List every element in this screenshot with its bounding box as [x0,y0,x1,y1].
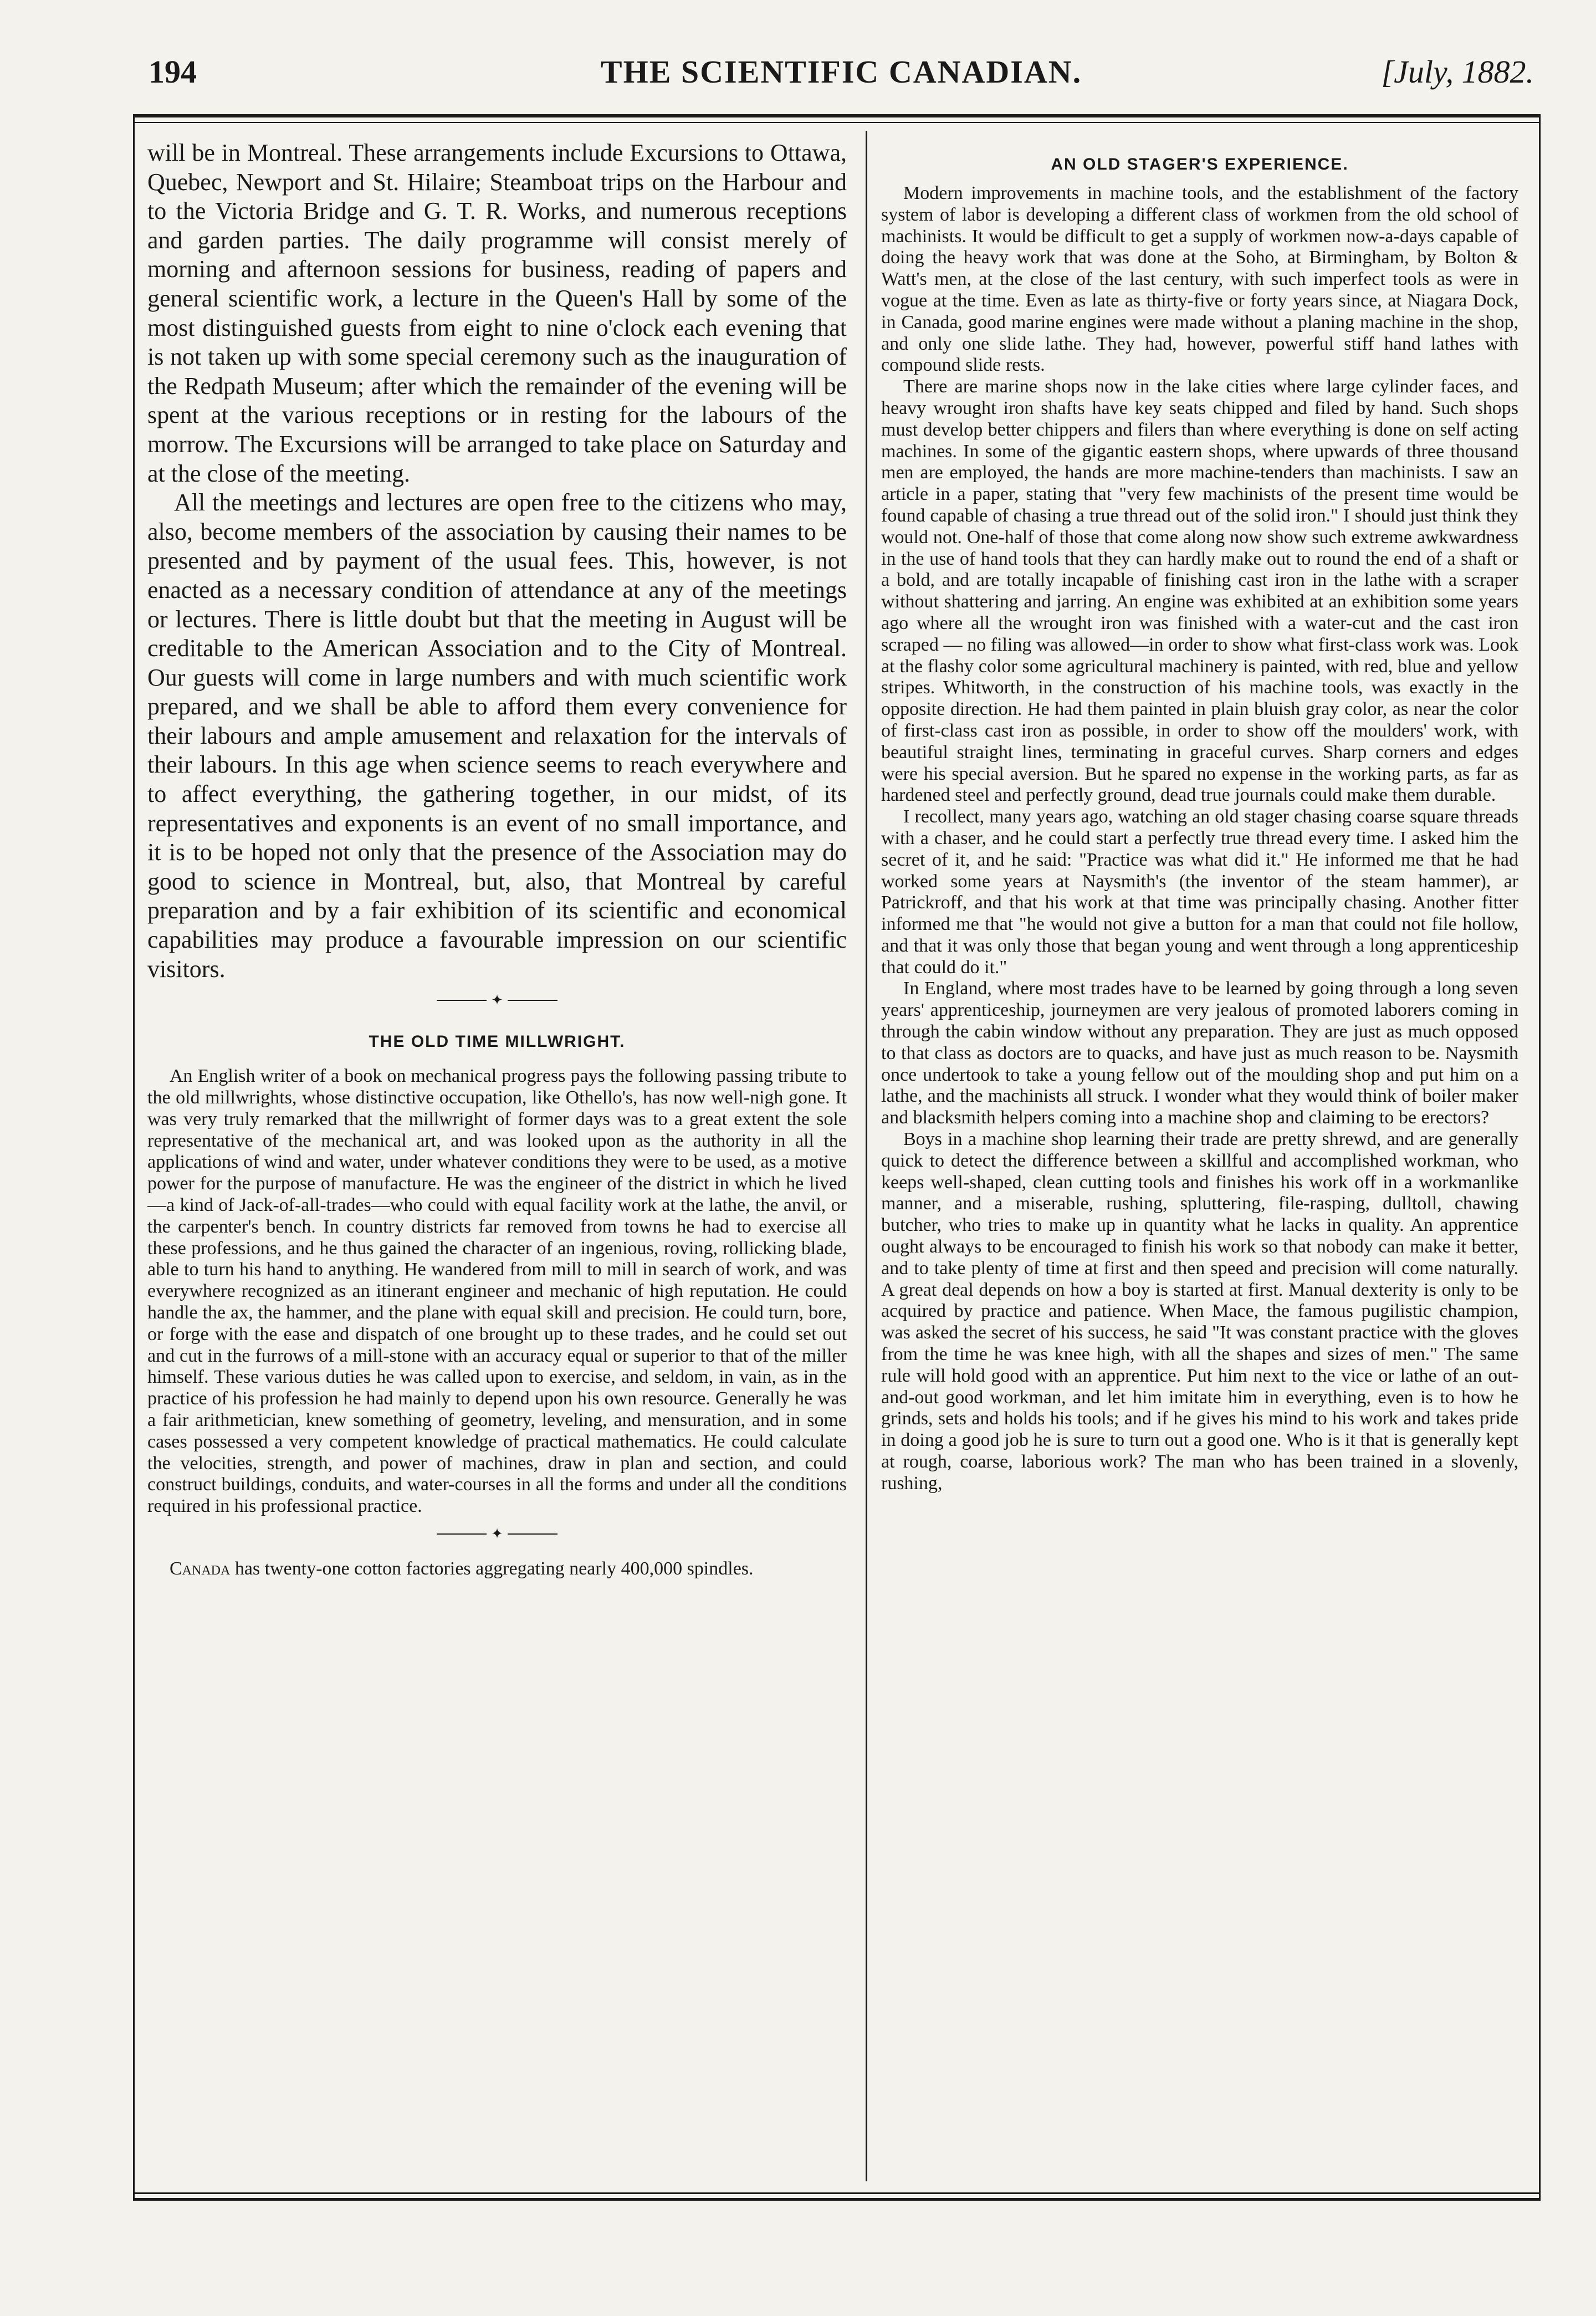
article-title-old-stager: AN OLD STAGER'S EXPERIENCE. [1051,155,1349,173]
section-divider [147,984,847,1017]
continued-paragraph: will be in Montreal. These arrangements include Excursions to Ottawa, Quebec, Newport and St. Hilaire; Steamboat trips on the Harbour and to the Victoria Bridge and G. T. R. Works, and numerous receptions and garden parties. The daily programme will consist merely of morning and afternoon sessions for business, reading of papers and general scientific work, a lecture in the Queen's Hall by some of the most distinguished guests from eight to nine o'clock each evening that is not taken up with some special ceremony such as the inauguration of the Redpath Museum; after which the remainder of the evening will be spent at the various receptions or in resting for the labours of the morrow. The Excursions will be arranged to take place on Saturday and at the close of the meeting. [147,139,847,487]
article-old-stager [881,183,1518,1495]
bottom-rule-thin [133,2192,1541,2194]
bottom-rule-thick [133,2198,1541,2201]
right-column [881,139,1518,2184]
issue-date: [July, 1882. [1381,54,1534,90]
continued-article [147,139,847,984]
note-lead: Canada [170,1558,231,1579]
left-column [147,139,847,2184]
right-border-rule [1539,114,1541,2201]
article-paragraph: Modern improvements in machine tools, and the establishment of the factory system of labor is developing a different class of workmen from the old school of machinists. It would be difficult to get a supply of workmen now-a-days capable of doing the heavy work that was done at the Soho, at Birmingham, by Bolton & Watt's men, at the close of the last century, with such imperfect tools as were in vogue at the time. Even as late as thirty-five or forty years since, at Niagara Dock, in Canada, good marine engines were made without a planing machine in the shop, and only one slide lathe. They had, however, powerful stiff hand lathes with compound slide rests. [881,183,1518,376]
article-paragraph: Boys in a machine shop learning their trade are pretty shrewd, and are generally quick to detect the difference between a skillful and accomplished workman, who keeps well-shaped, clean cutting tools and finishes his work off in a workmanlike manner, and a miserable, rushing, spluttering, file-rasping, dulltoll, chawing butcher, who tries to make up in quantity what he lacks in quality. An apprentice ought always to be encouraged to finish his work so that nobody can make it better, and to take plenty of time at first and then speed and precision will come naturally. A great deal depends on how a boy is started at first. Manual dexterity is only to be acquired by practice and patience. When Mace, the famous pugilistic champion, was asked the secret of his success, he said "It was constant practice with the gloves from the time he was knee high, with all the shapes and sizes of men." The same rule will hold good with an apprentice. Put him next to the vice or lathe of an out-and-out good workman, and let him imitate him in everything, even is to how he grinds, sets and holds his tools; and if he gives his mind to his work and takes pride in doing a good job he is sure to turn out a good one. Who is it that is generally kept at rough, coarse, laborious work? The man who has been trained in a slovenly, rushing, [881,1129,1518,1494]
article-millwright [147,1066,847,1517]
running-head [149,53,1534,98]
ornament-icon: ✦ [491,1525,503,1542]
top-rule-thin [133,122,1541,123]
article-paragraph: In England, where most trades have to be learned by going through a long seven years' apprenticeship, journeymen are very jealous of promoted laborers coming in through the cabin window without any preparation. They are just as much opposed to that class as doctors are to quacks, and have just as much reason to be. Naysmith once undertook to take a young fellow out of the moulding shop and put him on a lathe, and the machinists all struck. I wonder what they would think of boiler maker and blacksmith helpers coming into a machine shop and claiming to be erectors? [881,978,1518,1128]
masthead-title: THE SCIENTIFIC CANADIAN. [600,54,1082,90]
top-rule-thick [133,114,1541,117]
article-paragraph: I recollect, many years ago, watching an old stager chasing coarse square threads with a chaser, and he could start a perfectly true thread every time. I asked him the secret of it, and he said: "Practice was what did it." He informed me that he had worked some years at Naysmith's (the inventor of the steam hammer), ar Patrickroff, and that his work at that time was principally chasing. Another fitter informed me that "he would not give a button for a man that could not file hollow, and that it was only those that began young and went through a long apprenticeship that could do it." [881,806,1518,978]
article-paragraph: There are marine shops now in the lake cities where large cylinder faces, and heavy wrought iron shafts have key seats chipped and filed by hand. Such shops must develop better chippers and filers than where everything is done on self acting machines. In some of the gigantic eastern shops, where upwards of three thousand men are employed, the hands are more machine-tenders than machinists. I saw an article in a paper, stating that "very few machinists of the present time would be found capable of chasing a true thread out of the solid iron." I should just think they would not. One-half of those that come along now show such extreme awkwardness in the use of hand tools that they can hardly make out to round the end of a shaft or a bold, and are totally incapable of finishing cast iron in the lathe with a scraper without shattering and jarring. An engine was exhibited at an exhibition some years ago where all the wrought iron was finished with a water-cut and the cast iron scraped — no filing was allowed—in order to show what first-class work was. Look at the flashy color some agricultural machinery is painted, with red, blue and yellow stripes. Whitworth, in the construction of his machine tools, was exactly in the opposite direction. He had them painted in plain bluish gray color, as near the color of first-class cast iron as possible, in order to show off the moulders' work, with beautiful straight lines, terminating in graceful curves. Sharp corners and edges were his special aversion. But he spared no expense in the working parts, as far as hardened steel and perfectly ground, dead true journals could make them durable. [881,376,1518,806]
note-text: has twenty-one cotton factories aggregating nearly 400,000 spindles. [230,1558,754,1579]
ornament-icon: ✦ [491,992,503,1009]
section-divider [147,1517,847,1551]
article-title-millwright: THE OLD TIME MILLWRIGHT. [369,1032,626,1051]
page-number: 194 [149,54,197,90]
left-border-rule [133,114,135,2201]
continued-paragraph: All the meetings and lectures are open free to the citizens who may, also, become members of the association by causing their names to be presented and by payment of the usual fees. This, however, is not enacted as a necessary condition of attendance at any of the meetings or lectures. There is little doubt but that the meeting in August will be creditable to the American Association and to the City of Montreal. Our guests will come in large numbers and with much scientific work prepared, and we shall be able to afford them every convenience for their labours and ample amusement and relaxation for the intervals of their labours. In this age when science seems to reach everywhere and to affect everything, the gathering together, in our midst, of its representatives and exponents is an event of no small importance, and it is to be hoped not only that the presence of the Association may do good to science in Montreal, but, also, that Montreal by careful preparation and by a fair exhibition of its scientific and economical capabilities may produce a favourable impression on our scientific visitors. [147,489,847,983]
article-paragraph: An English writer of a book on mechanical progress pays the following passing tribute to the old millwrights, whose distinctive occupation, like Othello's, has now well-nigh gone. It was very truly remarked that the millwright of former days was to a great extent the sole representative of the mechanical art, and was looked upon as the authority in all the applications of wind and water, under whatever conditions they were to be used, as a motive power for the purpose of manufacture. He was the engineer of the district in which he lived—a kind of Jack-of-all-trades—who could with equal facility work at the lathe, the anvil, or the carpenter's bench. In country districts far removed from towns he had to exercise all these professions, and he thus gained the character of an ingenious, roving, rollicking blade, able to turn his hand to anything. He wandered from mill to mill in search of work, and was everywhere recognized as an itinerant engineer and mechanic of high reputation. He could handle the ax, the hammer, and the plane with equal skill and precision. He could turn, bore, or forge with the ease and dispatch of one brought up to these trades, and he could set out and cut in the furrows of a mill-stone with an accuracy equal or superior to that of the miller himself. These various duties he was called upon to exercise, and seldom, in vain, as in the practice of his profession he had mainly to depend upon his own resource. Generally he was a fair arithmetician, knew something of geometry, leveling, and mensuration, and in some cases possessed a very competent knowledge of practical mathematics. He could calculate the velocities, strength, and power of machines, draw in plan and section, and could construct buildings, conduits, and water-courses in all the forms and under all the conditions required in his professional practice. [147,1066,847,1517]
column-divider-rule [866,131,867,2181]
news-note [147,1558,847,1580]
